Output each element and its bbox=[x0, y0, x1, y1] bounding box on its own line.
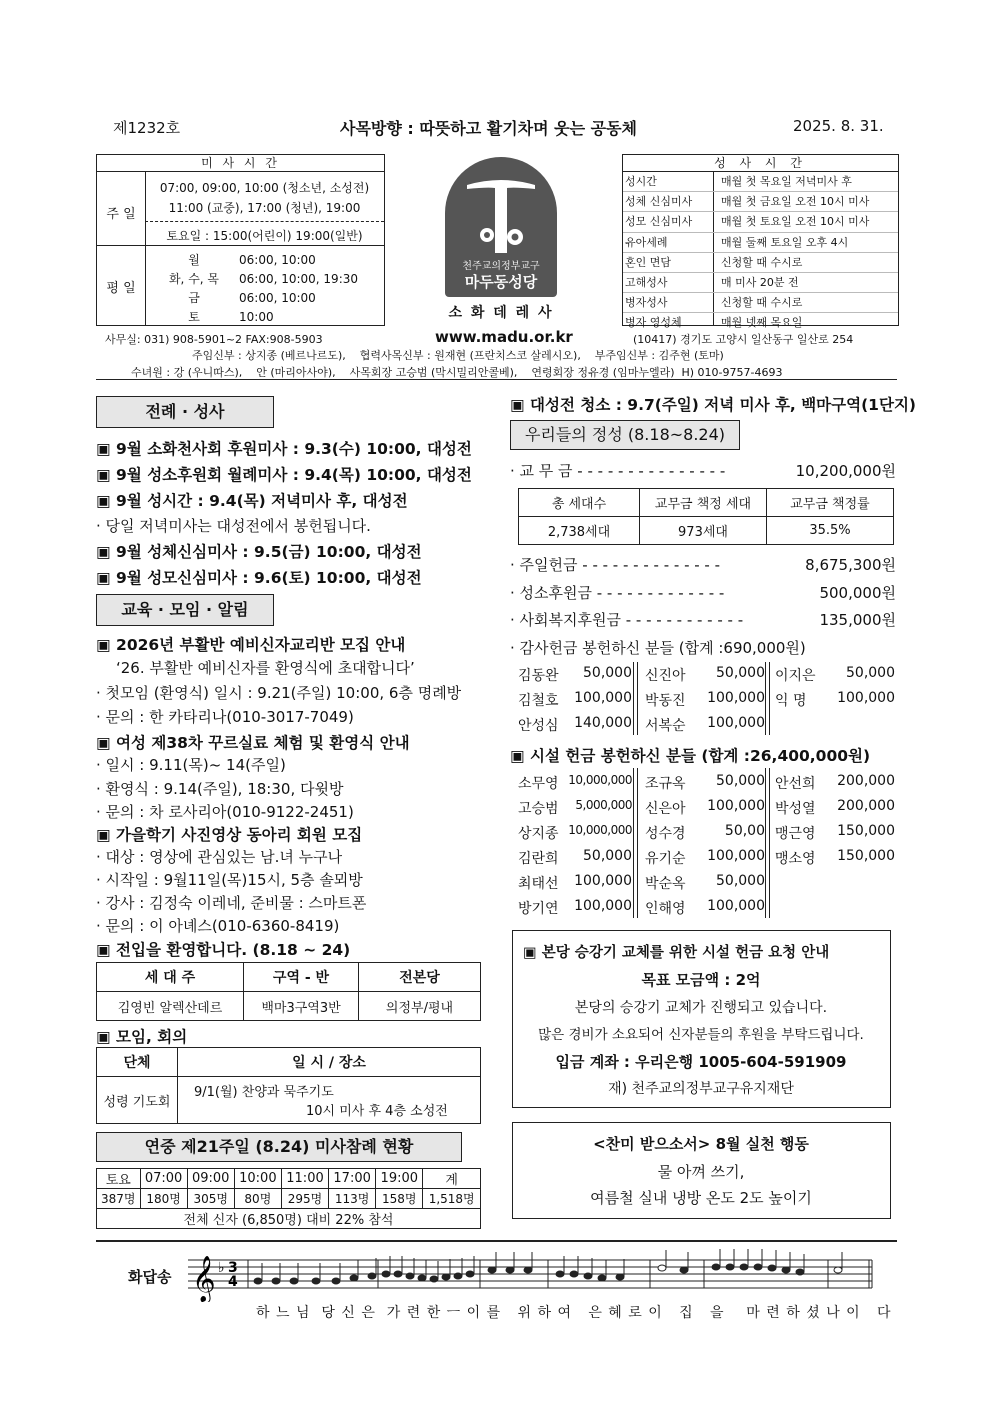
attendance-value: 295명 bbox=[281, 1189, 328, 1209]
donor-name: 신진아 bbox=[645, 668, 686, 684]
donor-name: 맹근영 bbox=[775, 826, 816, 842]
liturgy-item: ▣ 9월 성시간 : 9.4(목) 저녁미사 후, 대성전 bbox=[96, 492, 408, 510]
welcome-cell: 김영빈 알렉산데르 bbox=[97, 992, 244, 1021]
note-head bbox=[506, 1267, 514, 1273]
sunday-line2: 11:00 (교중), 17:00 (청년), 19:00 bbox=[168, 201, 361, 215]
donor-name: 안성심 bbox=[518, 718, 559, 734]
note-head bbox=[406, 1273, 414, 1279]
note-head bbox=[584, 1273, 592, 1279]
note-head bbox=[598, 1275, 606, 1281]
donor-amount: 10,000,000 bbox=[568, 823, 632, 837]
donor-name: 서복순 bbox=[645, 718, 686, 734]
donor-name: 박순옥 bbox=[645, 876, 686, 892]
donor-amount: 50,000 bbox=[716, 773, 765, 789]
note-head bbox=[726, 1264, 734, 1270]
note-head bbox=[272, 1278, 280, 1284]
donor-amount: 50,000 bbox=[583, 665, 632, 681]
note-sequence bbox=[248, 1249, 842, 1288]
donor-name: 인해영 bbox=[645, 901, 686, 917]
donor-amount: 100,000 bbox=[574, 873, 632, 889]
staff-line: 수녀원 : 강 (우니따스), 안 (마리아사야), 사목회장 고승범 (막시밀리안콜베), 연령회장 정유경 (임마누엘라) H) 010-9757-4693 bbox=[131, 366, 783, 379]
offering-title: 우리들의 정성 (8.18~8.24) bbox=[510, 420, 740, 450]
donor-amount: 100,000 bbox=[574, 898, 632, 914]
laudato-title: <찬미 받으소서> 8월 실천 행동 bbox=[593, 1135, 809, 1153]
attendance-header: 11:00 bbox=[281, 1169, 328, 1189]
note-head bbox=[430, 1276, 438, 1282]
elevator-notice-box bbox=[512, 930, 891, 1108]
note-head bbox=[488, 1267, 496, 1273]
note-head bbox=[332, 1278, 340, 1284]
logo-diocese: 천주교의정부교구 bbox=[462, 261, 540, 272]
donor-amount: 150,000 bbox=[837, 823, 895, 839]
welcome-cell: 백마3구역3반 bbox=[244, 992, 359, 1021]
note-head bbox=[382, 1271, 390, 1277]
website-link[interactable]: www.madu.or.kr bbox=[435, 328, 573, 346]
note-head bbox=[254, 1278, 262, 1284]
attendance-header: 계 bbox=[423, 1169, 481, 1189]
gyomu-header: 교무금 책정률 bbox=[767, 489, 894, 517]
notice-line: · 일시 : 9.11(목)~ 14(주일) bbox=[96, 756, 286, 774]
donor-name: 김동완 bbox=[518, 668, 559, 684]
note-head bbox=[570, 1271, 578, 1277]
donor-name: 조규옥 bbox=[645, 776, 686, 792]
music-staff bbox=[188, 1246, 878, 1302]
donor-name: 박동진 bbox=[645, 693, 686, 709]
note-head bbox=[556, 1271, 564, 1277]
liturgy-item: ▣ 9월 소화천사회 후원미사 : 9.3(수) 10:00, 대성전 bbox=[96, 440, 472, 458]
sacrament-row: 혼인 면담 신청할 때 수시로 bbox=[623, 253, 898, 273]
meeting-place: 10시 미사 후 4층 소성전 bbox=[306, 1104, 448, 1119]
note-head bbox=[312, 1278, 320, 1284]
donor-amount: 50,000 bbox=[716, 665, 765, 681]
psalm-divider bbox=[96, 1240, 897, 1242]
donor-name: 이지은 bbox=[775, 668, 816, 684]
laudato-line2: 여름철 실내 냉방 온도 2도 높이기 bbox=[590, 1189, 812, 1207]
flat-icon: ♭ bbox=[218, 1260, 225, 1276]
weekday-row: 금 06:00, 10:00 bbox=[188, 291, 316, 305]
liturgy-item: ▣ 9월 성체신심미사 : 9.5(금) 10:00, 대성전 bbox=[96, 543, 422, 561]
donor-amount: 100,000 bbox=[707, 798, 765, 814]
sacrament-title: 성 사 시 간 bbox=[623, 155, 898, 172]
welcome-header: 구역 - 반 bbox=[244, 963, 359, 992]
meeting-header: 일 시 / 장소 bbox=[178, 1048, 481, 1077]
gyomu-header: 총 세대수 bbox=[519, 489, 640, 517]
donor-name: 김란희 bbox=[518, 851, 559, 867]
attendance-title: 연중 제21주일 (8.24) 미사참례 현황 bbox=[96, 1132, 462, 1162]
donor-name: 소무영 bbox=[518, 776, 559, 792]
donor-name: 맹소영 bbox=[775, 851, 816, 867]
elevator-line2: 많은 경비가 소요되어 신자분들의 후원을 부탁드립니다. bbox=[538, 1027, 864, 1043]
thanks-title: · 감사헌금 봉헌하신 분들 (합계 :690,000원) bbox=[510, 639, 806, 657]
attendance-value: 113명 bbox=[329, 1189, 376, 1209]
gyomu-value: 2,738세대 bbox=[519, 517, 640, 545]
laudato-box bbox=[512, 1122, 891, 1219]
donor-amount: 100,000 bbox=[707, 690, 765, 706]
donor-amount: 50,000 bbox=[716, 873, 765, 889]
donor-name: 김철호 bbox=[518, 693, 559, 709]
facility-title: ▣ 시설 헌금 봉헌하신 분들 (합계 :26,400,000원) bbox=[510, 747, 871, 765]
sacrament-list bbox=[623, 172, 898, 333]
weekday-label: 평 일 bbox=[106, 281, 136, 296]
notice-line: · 강사 : 김정숙 이레네, 준비물 : 스마트폰 bbox=[96, 894, 367, 912]
donor-amount: 150,000 bbox=[837, 848, 895, 864]
notice-line: · 환영식 : 9.14(주일), 18:30, 다윗방 bbox=[96, 780, 344, 798]
notice-heading: ▣ 전입을 환영합니다. (8.18 ~ 24) bbox=[96, 941, 351, 959]
sacrament-row: 성체 신심미사 매월 첫 금요일 오전 10시 미사 bbox=[623, 192, 898, 212]
laudato-line1: 물 아껴 쓰기, bbox=[657, 1163, 745, 1181]
note-head bbox=[290, 1278, 298, 1284]
note-head bbox=[616, 1274, 624, 1280]
note-head bbox=[350, 1275, 358, 1281]
attendance-header: 09:00 bbox=[187, 1169, 234, 1189]
sunday-line1: 07:00, 09:00, 10:00 (청소년, 소성전) bbox=[159, 181, 370, 195]
liturgy-item: ▣ 9월 성모신심미사 : 9.6(토) 10:00, 대성전 bbox=[96, 569, 422, 587]
meeting-time: 9/1(월) 찬양과 묵주기도 bbox=[194, 1085, 334, 1100]
attendance-header: 17:00 bbox=[329, 1169, 376, 1189]
note-head bbox=[442, 1274, 450, 1280]
parish-address: (10417) 경기도 고양시 일산동구 일산로 254 bbox=[633, 333, 854, 346]
notice-heading: ▣ 가을학기 사진영상 동아리 회원 모집 bbox=[96, 826, 363, 844]
attendance-value: 80명 bbox=[234, 1189, 281, 1209]
welcome-table bbox=[96, 962, 481, 1021]
elevator-goal: 목표 모금액 : 2억 bbox=[641, 971, 761, 989]
donor-amount: 50,00 bbox=[724, 823, 765, 839]
note-head bbox=[796, 1269, 804, 1275]
meeting-table bbox=[96, 1047, 481, 1124]
donor-amount: 50,000 bbox=[583, 848, 632, 864]
attendance-total: 전체 신자 (6,850명) 대비 22% 참석 bbox=[97, 1209, 481, 1229]
header-divider bbox=[96, 379, 897, 380]
offering-amount: 500,000원 bbox=[819, 584, 896, 602]
saturday-line: 토요일 : 15:00(어린이) 19:00(일반) bbox=[166, 229, 363, 243]
cleaning-notice: ▣ 대성전 청소 : 9.7(주일) 저녁 미사 후, 백마구역(1단지) bbox=[510, 396, 916, 414]
attendance-header: 19:00 bbox=[376, 1169, 423, 1189]
donor-amount: 100,000 bbox=[707, 848, 765, 864]
gyomu-amount: 10,200,000원 bbox=[795, 462, 896, 480]
note-head bbox=[754, 1264, 762, 1270]
notice-line: · 문의 : 이 아녜스(010-6360-8419) bbox=[96, 917, 340, 935]
elevator-holder: 재) 천주교의정부교구유지재단 bbox=[608, 1081, 794, 1097]
office-phone: 사무실: 031) 908-5901~2 FAX:908-5903 bbox=[105, 333, 323, 346]
logo-parish: 마두동성당 bbox=[464, 273, 538, 291]
weekday-list bbox=[149, 251, 379, 327]
donor-name: 상지종 bbox=[518, 826, 559, 842]
donor-amount: 5,000,000 bbox=[575, 798, 632, 812]
attendance-header: 07:00 bbox=[140, 1169, 187, 1189]
weekday-row: 토 10:00 bbox=[188, 310, 274, 324]
parish-logo bbox=[445, 157, 557, 297]
gyomu-header: 교무금 책정 세대 bbox=[640, 489, 767, 517]
time-sig-top: 3 bbox=[228, 1260, 238, 1276]
donor-name: 신은아 bbox=[645, 801, 686, 817]
notice-line: · 첫모임 (환영식) 일시 : 9.21(주일) 10:00, 6층 명례방 bbox=[96, 684, 462, 702]
notice-heading: ▣ 2026년 부활반 예비신자교리반 모집 안내 bbox=[96, 636, 406, 654]
meeting-heading: ▣ 모임, 회의 bbox=[96, 1028, 188, 1046]
attendance-value: 305명 bbox=[187, 1189, 234, 1209]
treble-clef-icon: 𝄞 bbox=[192, 1256, 216, 1302]
notice-line: · 대상 : 영상에 관심있는 남.녀 누구나 bbox=[96, 848, 343, 866]
weekday-row: 화, 수, 목 06:00, 10:00, 19:30 bbox=[168, 272, 359, 286]
section-liturgy-title: 전례 · 성사 bbox=[96, 396, 274, 428]
donor-name: 익 명 bbox=[775, 693, 807, 709]
attendance-table bbox=[96, 1168, 481, 1229]
donor-amount: 200,000 bbox=[837, 773, 895, 789]
notice-line: · 시작일 : 9월11일(목)15시, 5층 솔뫼방 bbox=[96, 871, 363, 889]
sacrament-row: 유아세례 매월 둘째 토요일 오후 4시 bbox=[623, 233, 898, 253]
sunday-label: 주 일 bbox=[106, 207, 136, 222]
notice-line: · 문의 : 차 로사리아(010-9122-2451) bbox=[96, 803, 354, 821]
pastoral-motto: 사목방향 : 따뜻하고 활기차며 웃는 공동체 bbox=[340, 119, 638, 138]
donor-amount: 140,000 bbox=[574, 715, 632, 731]
donor-amount: 50,000 bbox=[846, 665, 895, 681]
donor-amount: 100,000 bbox=[707, 715, 765, 731]
offering-label: · 주일헌금 - - - - - - - - - - - - - - bbox=[510, 556, 721, 574]
donor-amount: 100,000 bbox=[837, 690, 895, 706]
note-head bbox=[768, 1265, 776, 1271]
note-head bbox=[834, 1267, 842, 1273]
donor-amount: 200,000 bbox=[837, 798, 895, 814]
offering-amount: 135,000원 bbox=[819, 611, 896, 629]
attendance-header: 10:00 bbox=[234, 1169, 281, 1189]
attendance-value: 180명 bbox=[140, 1189, 187, 1209]
donor-name: 최태선 bbox=[518, 876, 559, 892]
note-head bbox=[524, 1267, 532, 1273]
donor-name: 고승범 bbox=[518, 801, 559, 817]
elevator-title: ▣ 본당 승강기 교체를 위한 시설 헌금 요청 안내 bbox=[523, 945, 830, 961]
offering-amount: 8,675,300원 bbox=[805, 556, 896, 574]
donor-name: 유기순 bbox=[645, 851, 686, 867]
welcome-header: 전본당 bbox=[359, 963, 481, 992]
note-head bbox=[740, 1264, 748, 1270]
donor-amount: 10,000,000 bbox=[568, 773, 632, 787]
section-education-title: 교육 · 모임 · 알림 bbox=[96, 594, 274, 626]
offering-label: · 성소후원금 - - - - - - - - - - - - - bbox=[510, 584, 725, 602]
gyomu-table bbox=[518, 488, 894, 545]
psalm-lyrics: 하 느 님 당 신 은 가 련 한 ㅡ 이 를 위 하 여 은 혜 로 이 집 을 마 련 하 셨 나 이 다 bbox=[256, 1305, 892, 1321]
donor-name: 박성열 bbox=[775, 801, 816, 817]
psalm-label: 화답송 bbox=[128, 1268, 172, 1286]
attendance-value: 158명 bbox=[376, 1189, 423, 1209]
sacrament-row: 병자 영성체 매월 넷째 목요일 bbox=[625, 316, 803, 330]
note-head bbox=[466, 1271, 474, 1277]
gyomu-label: · 교 무 금 - - - - - - - - - - - - - - - bbox=[510, 462, 726, 480]
note-head bbox=[680, 1267, 688, 1273]
liturgy-note: · 당일 저녁미사는 대성전에서 봉헌됩니다. bbox=[96, 517, 371, 535]
donor-amount: 100,000 bbox=[574, 690, 632, 706]
note-head bbox=[394, 1271, 402, 1277]
attendance-value: 387명 bbox=[97, 1189, 141, 1209]
welcome-header: 세 대 주 bbox=[97, 963, 244, 992]
donor-amount: 100,000 bbox=[707, 898, 765, 914]
note-head bbox=[658, 1265, 666, 1271]
note-head bbox=[454, 1273, 462, 1279]
weekday-row: 월 06:00, 10:00 bbox=[188, 253, 316, 267]
welcome-cell: 의정부/평내 bbox=[359, 992, 481, 1021]
attendance-value: 1,518명 bbox=[423, 1189, 481, 1209]
issue-number: 제1232호 bbox=[113, 119, 181, 137]
sacrament-row: 고해성사 매 미사 20분 전 bbox=[623, 273, 898, 293]
sacrament-row: 성시간 매월 첫 목요일 저녁미사 후 bbox=[623, 172, 898, 192]
elevator-account: 입금 계좌 : 우리은행 1005-604-591909 bbox=[555, 1053, 847, 1071]
donor-name: 성수경 bbox=[645, 826, 686, 842]
notice-line: ‘26. 부활반 예비신자를 환영식에 초대합니다’ bbox=[116, 659, 415, 677]
donor-name: 안선희 bbox=[775, 776, 816, 792]
donor-name: 방기연 bbox=[518, 901, 559, 917]
elevator-line1: 본당의 승강기 교체가 진행되고 있습니다. bbox=[574, 1000, 828, 1016]
notice-line: · 문의 : 한 카타리나(010-3017-7049) bbox=[96, 708, 354, 726]
note-head bbox=[712, 1264, 720, 1270]
sacrament-row: 성모 신심미사 매월 첫 토요일 오전 10시 미사 bbox=[623, 212, 898, 232]
clergy-line: 주임신부 : 상지종 (베르나르도), 협력사목신부 : 원재현 (프란치스코 살레시오), 부주임신부 : 김주현 (토마) bbox=[192, 349, 724, 362]
time-sig-bottom: 4 bbox=[228, 1274, 238, 1290]
sacrament-box bbox=[622, 154, 899, 330]
notice-heading: ▣ 여성 제38차 꾸르실료 체험 및 환영식 안내 bbox=[96, 734, 410, 752]
attendance-header: 토요 bbox=[97, 1169, 141, 1189]
patron-saint: 소 화 데 레 사 bbox=[448, 305, 554, 321]
meeting-header: 단체 bbox=[97, 1048, 178, 1077]
meeting-group: 성령 기도회 bbox=[97, 1077, 178, 1124]
note-head bbox=[368, 1273, 376, 1279]
mass-times-title: 미 사 시 간 bbox=[97, 155, 384, 172]
gyomu-value: 35.5% bbox=[767, 517, 894, 545]
issue-date: 2025. 8. 31. bbox=[793, 117, 884, 135]
liturgy-item: ▣ 9월 성소후원회 월례미사 : 9.4(목) 10:00, 대성전 bbox=[96, 466, 472, 484]
mass-times-box bbox=[96, 154, 385, 326]
offering-label: · 사회복지후원금 - - - - - - - - - - - - bbox=[510, 611, 744, 629]
sacrament-row: 병자성사 신청할 때 수시로 bbox=[623, 293, 898, 313]
note-head bbox=[782, 1267, 790, 1273]
gyomu-value: 973세대 bbox=[640, 517, 767, 545]
note-head bbox=[418, 1275, 426, 1281]
